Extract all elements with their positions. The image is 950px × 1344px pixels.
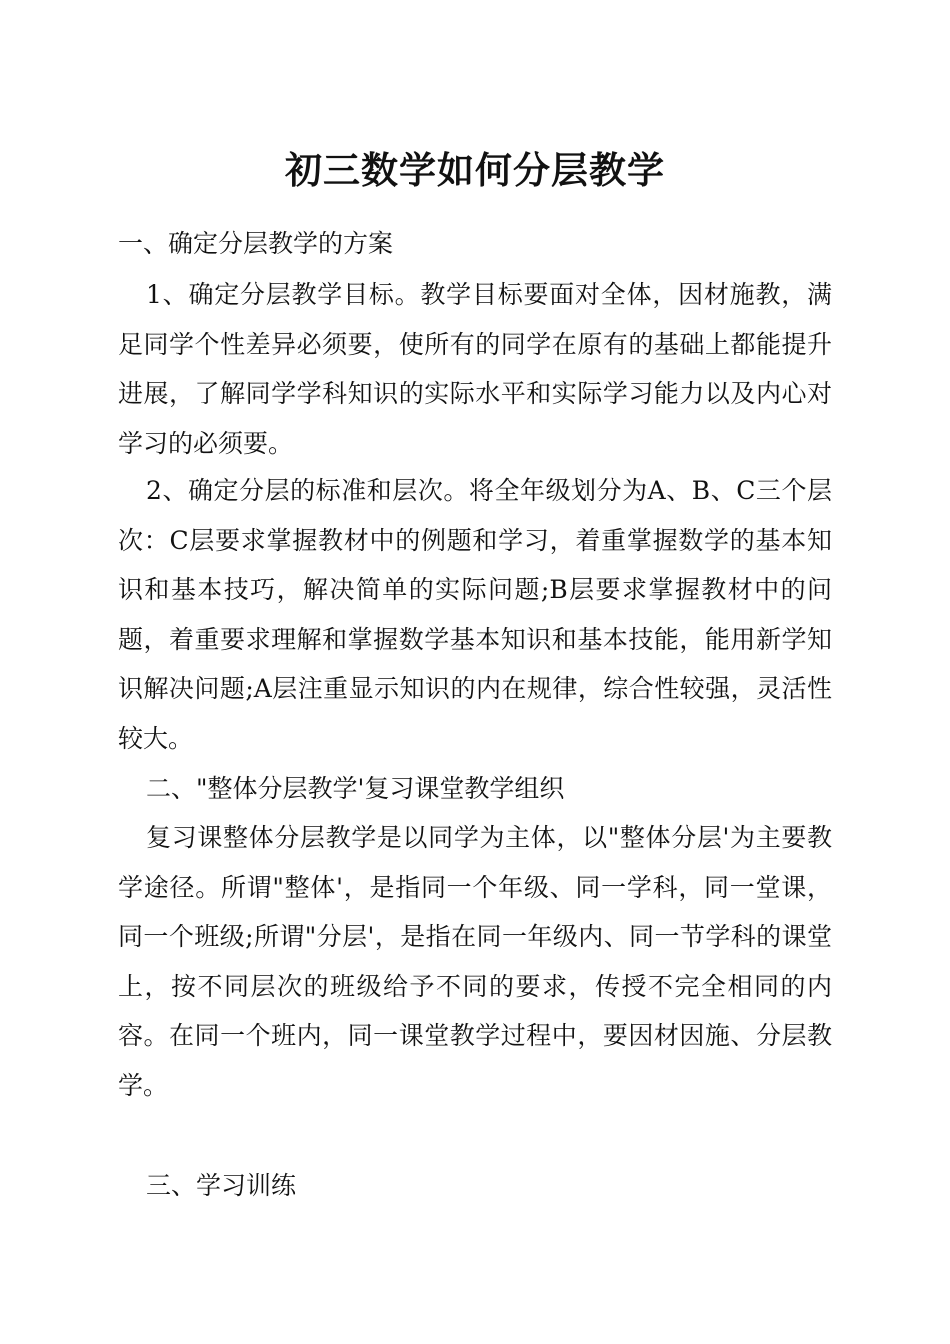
paragraph-1: 1、确定分层教学目标。教学目标要面对全体，因材施教，满足同学个性差异必须要，使所有的同学在原有的基础上都能提升进展，了解同学学科知识的实际水平和实际学习能力以及内心对学习的必须要。 <box>118 280 832 458</box>
paragraph-2: 2、确定分层的标准和层次。将全年级划分为A、B、C三个层次：C层要求掌握教材中的例题和学习，着重掌握数学的基本知识和基本技巧，解决简单的实际问题;B层要求掌握教材中的问题，着重要求理解和掌握数学基本知识和基本技能，能用新学知识解决问题;A层注重显示知识的内在规律，综合性较强，灵活性较大。 <box>118 476 832 753</box>
section-heading-1: 一、确定分层教学的方案 <box>118 229 394 258</box>
paragraph-3: 复习课整体分层教学是以同学为主体，以"整体分层'为主要教学途径。所谓"整体'，是指同一个年级、同一学科，同一堂课，同一个班级;所谓"分层'，是指在同一年级内、同一节学科的课堂上，按不同层次的班级给予不同的要求，传授不完全相同的内容。在同一个班内，同一课堂教学过程中，要因材因施、分层教学。 <box>118 823 832 1100</box>
section-heading-3: 三、学习训练 <box>146 1171 297 1200</box>
document-title: 初三数学如何分层教学 <box>285 148 665 192</box>
section-heading-2: 二、"整体分层教学'复习课堂教学组织 <box>146 774 565 803</box>
